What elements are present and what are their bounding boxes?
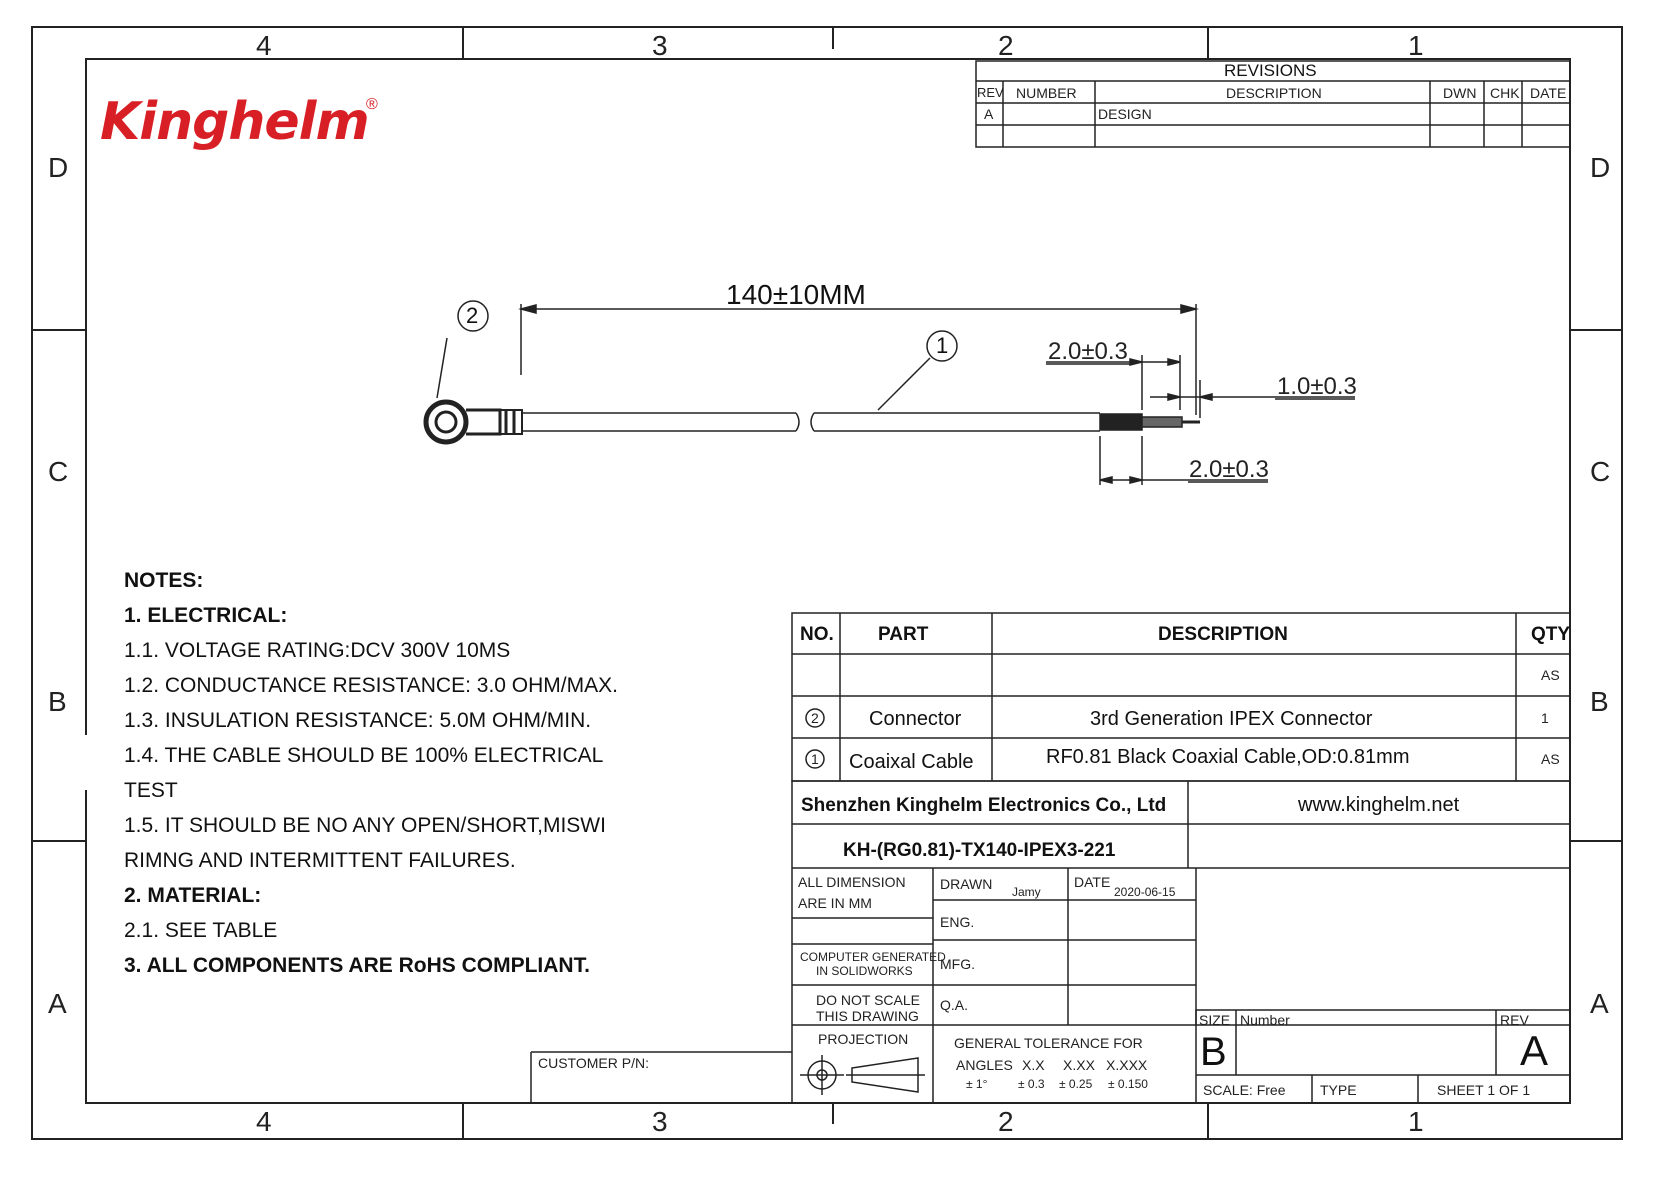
mfg-label: MFG. [940, 956, 975, 972]
bom-header-qty: QTY [1531, 624, 1571, 645]
number-label: Number [1240, 1012, 1290, 1028]
notes-title: NOTES: [124, 569, 204, 592]
zone-row-a-right: A [1590, 988, 1609, 1019]
strip-dim-right: 1.0±0.3 [1277, 373, 1357, 400]
registered-mark: ® [366, 96, 378, 113]
date-label: DATE [1074, 874, 1111, 890]
bom-header-description: DESCRIPTION [1158, 624, 1288, 645]
tolerance-title: GENERAL TOLERANCE FOR [954, 1035, 1143, 1051]
revisions-title: REVISIONS [1224, 61, 1317, 80]
tolerance-value: ± 1° [966, 1077, 988, 1091]
type-label: TYPE [1320, 1082, 1357, 1098]
bom-qty: 1 [1541, 710, 1549, 726]
qa-label: Q.A. [940, 997, 969, 1013]
bom-header-part: PART [878, 624, 929, 645]
balloon-2-label: 2 [466, 303, 479, 328]
rev-label: REV [1500, 1012, 1529, 1028]
bom-qty: AS [1541, 667, 1560, 683]
drawn-by: Jamy [1012, 885, 1041, 899]
balloon-1-label: 1 [936, 333, 949, 358]
zone-col-3-top: 3 [652, 30, 668, 61]
website: www.kinghelm.net [1298, 794, 1460, 816]
zone-row-b-right: B [1590, 686, 1609, 717]
zone-row-c-left: C [48, 456, 69, 487]
title-block [792, 781, 1570, 1103]
rev-header-dwn: DWN [1443, 85, 1477, 101]
bom-part: Connector [869, 708, 962, 730]
strip-dim-top: 2.0±0.3 [1048, 338, 1128, 365]
zone-col-4-bottom: 4 [256, 1106, 272, 1137]
rev-header-rev: REV [977, 85, 1004, 100]
note-line: 2.1. SEE TABLE [124, 919, 278, 942]
rev-header-chk: CHK [1490, 85, 1520, 101]
zone-col-2-top: 2 [998, 30, 1014, 61]
projection-symbol [800, 1055, 925, 1095]
kinghelm-logo: Kinghelm [100, 92, 369, 152]
rev-header-date: DATE [1530, 85, 1567, 101]
scale-label: SCALE: Free [1203, 1082, 1286, 1098]
note-line: 3. ALL COMPONENTS ARE RoHS COMPLIANT. [124, 954, 590, 977]
tolerance-header: ANGLES [956, 1057, 1013, 1073]
rev-cell-rev: A [984, 106, 994, 122]
bom-qty: AS [1541, 751, 1560, 767]
zone-col-1-bottom: 1 [1408, 1106, 1424, 1137]
date-value: 2020-06-15 [1114, 885, 1176, 899]
strip-dim-bottom: 2.0±0.3 [1189, 456, 1269, 483]
projection-label: PROJECTION [818, 1031, 909, 1047]
no-scale-label: DO NOT SCALE [816, 992, 920, 1008]
rev-header-description: DESCRIPTION [1226, 85, 1322, 101]
computer-generated: COMPUTER GENERATED [800, 950, 946, 964]
zone-col-4-top: 4 [256, 30, 272, 61]
note-line: 1. ELECTRICAL: [124, 604, 288, 627]
bom-description: 3rd Generation IPEX Connector [1090, 708, 1373, 730]
all-dimension-label: ARE IN MM [798, 895, 872, 911]
zone-row-a-left: A [48, 988, 67, 1019]
tolerance-header: X.X [1022, 1057, 1045, 1073]
bom-part: Coaixal Cable [849, 751, 974, 773]
bom-description: RF0.81 Black Coaxial Cable,OD:0.81mm [1046, 746, 1410, 768]
zone-row-c-right: C [1590, 456, 1611, 487]
sheet-label: SHEET 1 OF 1 [1437, 1082, 1531, 1098]
size-value: B [1200, 1030, 1227, 1074]
drawn-label: DRAWN [940, 876, 993, 892]
zone-row-b-left: B [48, 686, 67, 717]
note-line: 2. MATERIAL: [124, 884, 262, 907]
computer-generated: IN SOLIDWORKS [816, 964, 913, 978]
note-line: 1.4. THE CABLE SHOULD BE 100% ELECTRICAL [124, 744, 604, 767]
tolerance-value: ± 0.25 [1059, 1077, 1093, 1091]
note-line: RIMNG AND INTERMITTENT FAILURES. [124, 849, 516, 872]
size-label: SIZE [1199, 1012, 1231, 1028]
rev-header-number: NUMBER [1016, 85, 1077, 101]
zone-row-d-right: D [1590, 152, 1611, 183]
all-dimension-label: ALL DIMENSION [798, 874, 906, 890]
company-name: Shenzhen Kinghelm Electronics Co., Ltd [801, 795, 1167, 816]
customer-pn-label: CUSTOMER P/N: [538, 1055, 649, 1071]
zone-col-3-bottom: 3 [652, 1106, 668, 1137]
tolerance-header: X.XXX [1106, 1057, 1148, 1073]
length-dimension: 140±10MM [726, 279, 866, 310]
note-line: TEST [124, 779, 178, 802]
tolerance-header: X.XX [1063, 1057, 1095, 1073]
note-line: 1.5. IT SHOULD BE NO ANY OPEN/SHORT,MISWI [124, 814, 606, 837]
part-number: KH-(RG0.81)-TX140-IPEX3-221 [843, 840, 1116, 861]
tolerance-value: ± 0.150 [1108, 1077, 1148, 1091]
note-line: 1.2. CONDUCTANCE RESISTANCE: 3.0 OHM/MAX. [124, 674, 618, 697]
inner-border [86, 59, 1570, 1103]
note-line: 1.3. INSULATION RESISTANCE: 5.0M OHM/MIN. [124, 709, 592, 732]
tolerance-value: ± 0.3 [1018, 1077, 1045, 1091]
bom-no: 2 [811, 710, 819, 726]
bom-header-no: NO. [800, 624, 834, 645]
zone-col-2-bottom: 2 [998, 1106, 1014, 1137]
eng-label: ENG. [940, 914, 975, 930]
note-line: 1.1. VOLTAGE RATING:DCV 300V 10MS [124, 639, 511, 662]
zone-row-d-left: D [48, 152, 69, 183]
rev-cell-description: DESIGN [1098, 106, 1152, 122]
bom-no: 1 [811, 751, 819, 767]
no-scale-label: THIS DRAWING [816, 1008, 919, 1024]
rev-value: A [1520, 1027, 1549, 1074]
zone-col-1-top: 1 [1408, 30, 1424, 61]
